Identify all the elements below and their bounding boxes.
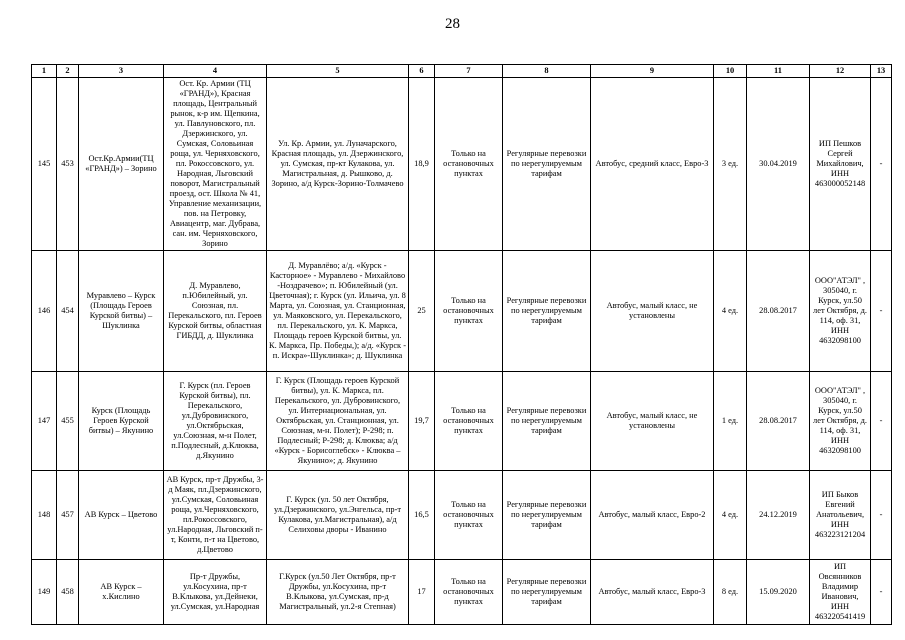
column-header: 1 [32, 65, 57, 78]
route-stops: Пр-т Дружбы, ул.Косухина, пр-т В.Клыкова, ул.Дейнеки, ул.Сумская, ул.Народная [164, 560, 267, 625]
carrier: ООО"АТЭЛ" , 305040, г. Курск, ул.50 лет Октября, д. 114, оф. 31, ИНН 4632098100 [810, 251, 871, 372]
boarding-order: Только на остановочных пунктах [435, 372, 503, 471]
route-name: Курск (Площадь Героев Курской битвы) – Якунино [79, 372, 164, 471]
header-row [32, 65, 892, 78]
route-name: АВ Курск – Цветово [79, 471, 164, 560]
route-stops: Г. Курск (пл. Героев Курской битвы), пл. Перекальского, ул.Дубровинского, ул.Октябрьская, ул.Союзная, м-н Полет, п.Подлесный, д.Клюква, д.Якунино [164, 372, 267, 471]
route-index: 145 [32, 78, 57, 251]
transport-type: Регулярные перевозки по нерегулируемым тарифам [503, 78, 591, 251]
vehicle-class: Автобус, малый класс, не установлены [591, 251, 714, 372]
vehicle-count: 4 ед. [714, 471, 747, 560]
vehicle-class: Автобус, средний класс, Евро-3 [591, 78, 714, 251]
carrier: ИП Быков Евгений Анатольевич, ИНН 463223121204 [810, 471, 871, 560]
vehicle-class: Автобус, малый класс, Евро-3 [591, 560, 714, 625]
vehicle-count: 4 ед. [714, 251, 747, 372]
transport-type: Регулярные перевозки по нерегулируемым тарифам [503, 560, 591, 625]
vehicle-class: Автобус, малый класс, Евро-2 [591, 471, 714, 560]
column-header: 4 [164, 65, 267, 78]
boarding-order: Только на остановочных пунктах [435, 471, 503, 560]
route-streets: Д. Муравлёво; а/д. «Курск - Касторное» - Муравлево - Михайлово -Ноздрачево»; п. Юбилейный (ул. Цветочная); г. Курск (ул. Ильича, ул. 8 Марта, ул. Союзная, ул. Станционная, ул. Маяковского, ул. Перекальского, пл. Перекальского, ул. К. Маркса, Площадь героев Курской битвы, ул. К. Маркса, Пр. Победы,); а/д. «Курск - п. Искра»-Шуклинка»; д. Шуклинка [267, 251, 409, 372]
route-number: 457 [57, 471, 79, 560]
carrier: ИП Овсянников Владимир Иванович, ИНН 463220541419 [810, 560, 871, 625]
route-name: Ост.Кр.Армии(ТЦ «ГРАНД») – Зорино [79, 78, 164, 251]
column-header: 9 [591, 65, 714, 78]
notes: - [871, 560, 892, 625]
route-streets: Ул. Кр. Армии, ул. Луначарского, Красная площадь, ул. Дзержинского, ул. Сумская, пр-кт Кулакова, ул. Магистральная, д. Рышково, д. Зорино, а/д Курск-Зорино-Толмачево [267, 78, 409, 251]
route-stops: АВ Курск, пр-т Дружбы, 3-д Маяк, пл.Дзержинского, ул.Сумская, Соловьиная роща, ул.Черняховского, пл.Рокоссовского, ул.Народная, Льговский п-т, Конти, п-т на Цветово, д.Цветово [164, 471, 267, 560]
table-row [32, 560, 892, 625]
route-streets: Г. Курск (Площадь героев Курской битвы), ул. К. Маркса, пл. Перекальского, ул. Дубровинского, ул. Интернациональная, ул. Октябрьская, ул. Станционная, ул. Союзная, м-н. Полет); Р-298; п. Подлесный; Р-298; д. Клюква; а/д «Курск - Борисоглебск» - Клюква – Якунино»; д. Якунино [267, 372, 409, 471]
route-length: 17 [409, 560, 435, 625]
transport-type: Регулярные перевозки по нерегулируемым тарифам [503, 372, 591, 471]
column-header: 3 [79, 65, 164, 78]
route-stops: Д. Муравлево, п.Юбилейный, ул. Союзная, пл. Перекальского, пл. Героев Курской битвы, областная ГИБДД, д. Шуклинка [164, 251, 267, 372]
column-header: 10 [714, 65, 747, 78]
start-date: 30.04.2019 [747, 78, 810, 251]
carrier: ИП Пешков Сергей Михайлович, ИНН 463000052148 [810, 78, 871, 251]
vehicle-count: 1 ед. [714, 372, 747, 471]
route-length: 19,7 [409, 372, 435, 471]
vehicle-count: 3 ед. [714, 78, 747, 251]
route-stops: Ост. Кр. Армии (ТЦ «ГРАНД»), Красная площадь, Центральный рынок, к-р им. Щепкина, ул. Павлуновского, пл. Дзержинского, ул. Сумская, Соловьиная роща, ул. Черняховского, пл. Рокоссовского, ул. Народная, Льговский поворот, Магистральный проезд, ост. Школа № 41, Управление механизации, пов. на Петровку, Авиацентр, маг. Дубрава, сан. им. Черняховского, Зорино [164, 78, 267, 251]
table-row [32, 78, 892, 251]
page-number: 28 [445, 16, 460, 32]
route-number: 454 [57, 251, 79, 372]
start-date: 28.08.2017 [747, 372, 810, 471]
column-header: 13 [871, 65, 892, 78]
notes: - [871, 372, 892, 471]
boarding-order: Только на остановочных пунктах [435, 251, 503, 372]
notes: - [871, 78, 892, 251]
column-header: 6 [409, 65, 435, 78]
route-number: 453 [57, 78, 79, 251]
route-number: 455 [57, 372, 79, 471]
notes: - [871, 251, 892, 372]
column-header: 7 [435, 65, 503, 78]
table-row [32, 372, 892, 471]
boarding-order: Только на остановочных пунктах [435, 78, 503, 251]
column-header: 8 [503, 65, 591, 78]
vehicle-class: Автобус, малый класс, не установлены [591, 372, 714, 471]
route-streets: Г. Курск (ул. 50 лет Октября, ул.Дзержинского, ул.Энгельса, пр-т Кулакова, ул.Магистральная), а/д Селиховы дворы - Иванино [267, 471, 409, 560]
transport-type: Регулярные перевозки по нерегулируемым тарифам [503, 471, 591, 560]
route-index: 149 [32, 560, 57, 625]
routes-table [31, 64, 892, 625]
route-index: 148 [32, 471, 57, 560]
route-name: Муравлево – Курск (Площадь Героев Курской битвы) – Шуклинка [79, 251, 164, 372]
route-number: 458 [57, 560, 79, 625]
table-row [32, 471, 892, 560]
route-name: АВ Курск – х.Кислино [79, 560, 164, 625]
route-index: 146 [32, 251, 57, 372]
route-length: 18,9 [409, 78, 435, 251]
column-header: 12 [810, 65, 871, 78]
column-header: 2 [57, 65, 79, 78]
carrier: ООО"АТЭЛ" , 305040, г. Курск, ул.50 лет Октября, д. 114, оф. 31, ИНН 4632098100 [810, 372, 871, 471]
route-length: 25 [409, 251, 435, 372]
column-header: 5 [267, 65, 409, 78]
transport-type: Регулярные перевозки по нерегулируемым тарифам [503, 251, 591, 372]
notes: - [871, 471, 892, 560]
start-date: 28.08.2017 [747, 251, 810, 372]
vehicle-count: 8 ед. [714, 560, 747, 625]
route-index: 147 [32, 372, 57, 471]
route-streets: Г.Курск (ул.50 Лет Октября, пр-т Дружбы, ул.Косухина, пр-т В.Клыкова, ул.Сумская, пр-д Магистральный, ул.2-я Степная) [267, 560, 409, 625]
route-length: 16,5 [409, 471, 435, 560]
column-header: 11 [747, 65, 810, 78]
boarding-order: Только на остановочных пунктах [435, 560, 503, 625]
start-date: 15.09.2020 [747, 560, 810, 625]
table-row [32, 251, 892, 372]
start-date: 24.12.2019 [747, 471, 810, 560]
